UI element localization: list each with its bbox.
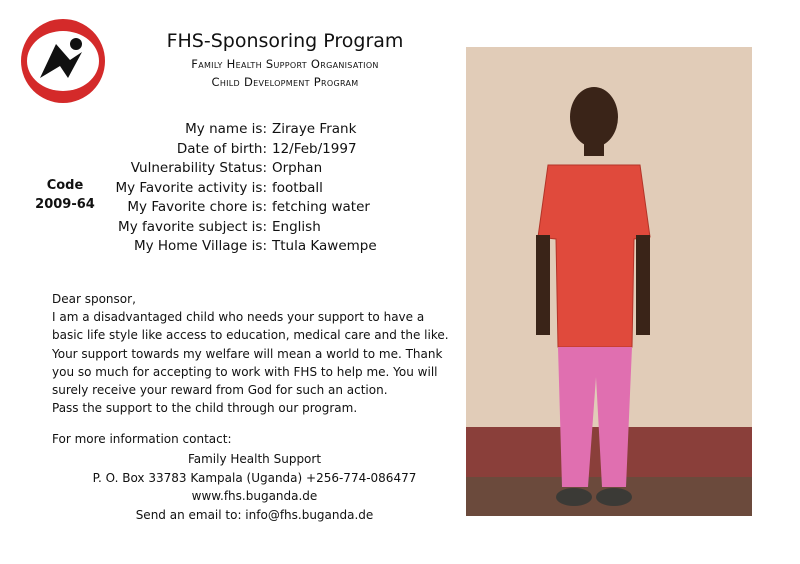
- child-photo: [466, 47, 752, 516]
- profile-value: 12/Feb/1997: [272, 140, 357, 157]
- fhs-logo: [20, 18, 106, 104]
- profile-value: Ziraye Frank: [272, 121, 357, 137]
- letter-body: I am a disadvantaged child who needs your support to have a basic life style like access to education, medical care and the like. Your support towards my welfare will mean a world to me. Thank you so much for accepting to work with FHS to help me. You will surely receive your reward from God for such an action.: [52, 310, 449, 398]
- profile-row-chore: [110, 198, 440, 218]
- profile-value: Ttula Kawempe: [272, 238, 377, 254]
- profile-row-village: [110, 237, 440, 257]
- sponsor-letter: [52, 290, 457, 417]
- profile-value: fetching water: [272, 199, 370, 215]
- profile-row-name: [110, 120, 440, 140]
- profile-label: Date of birth:: [176, 140, 267, 157]
- contact-address: P. O. Box 33783 Kampala (Uganda) +256-774-086477: [92, 470, 417, 485]
- profile-value: English: [272, 218, 321, 235]
- code-value: 2009-64: [35, 197, 95, 212]
- profile-label: My name is:: [185, 121, 267, 137]
- profile-row-activity: [110, 179, 440, 199]
- profile-label: Vulnerability Status:: [130, 160, 267, 176]
- contact-heading: For more information contact:: [52, 432, 232, 446]
- profile-row-subject: [110, 218, 440, 238]
- contact-org: Family Health Support: [187, 452, 322, 466]
- letter-closing: Pass the support to the child through our program.: [52, 401, 358, 416]
- contact-website-link[interactable]: www.fhs.buganda.de: [191, 489, 318, 503]
- contact-block: [52, 450, 457, 524]
- program-name: Child Development Program: [211, 75, 359, 89]
- page-title: FHS-Sponsoring Program: [166, 30, 404, 52]
- child-profile: [110, 120, 440, 257]
- code-label: Code: [46, 178, 84, 193]
- organisation-name: Family Health Support Organisation: [191, 57, 379, 71]
- profile-row-birth: [110, 140, 440, 160]
- letter-greeting: Dear sponsor,: [52, 292, 136, 306]
- profile-label: My Home Village is:: [133, 238, 267, 254]
- profile-value: Orphan: [272, 160, 323, 176]
- contact-email-link[interactable]: Send an email to: info@fhs.buganda.de: [135, 507, 374, 522]
- profile-label: My Favorite chore is:: [127, 199, 267, 215]
- profile-value: football: [272, 179, 323, 196]
- profile-label: My Favorite activity is:: [115, 179, 267, 196]
- child-code: [30, 176, 100, 214]
- profile-label: My favorite subject is:: [118, 218, 267, 235]
- profile-row-status: [110, 159, 440, 179]
